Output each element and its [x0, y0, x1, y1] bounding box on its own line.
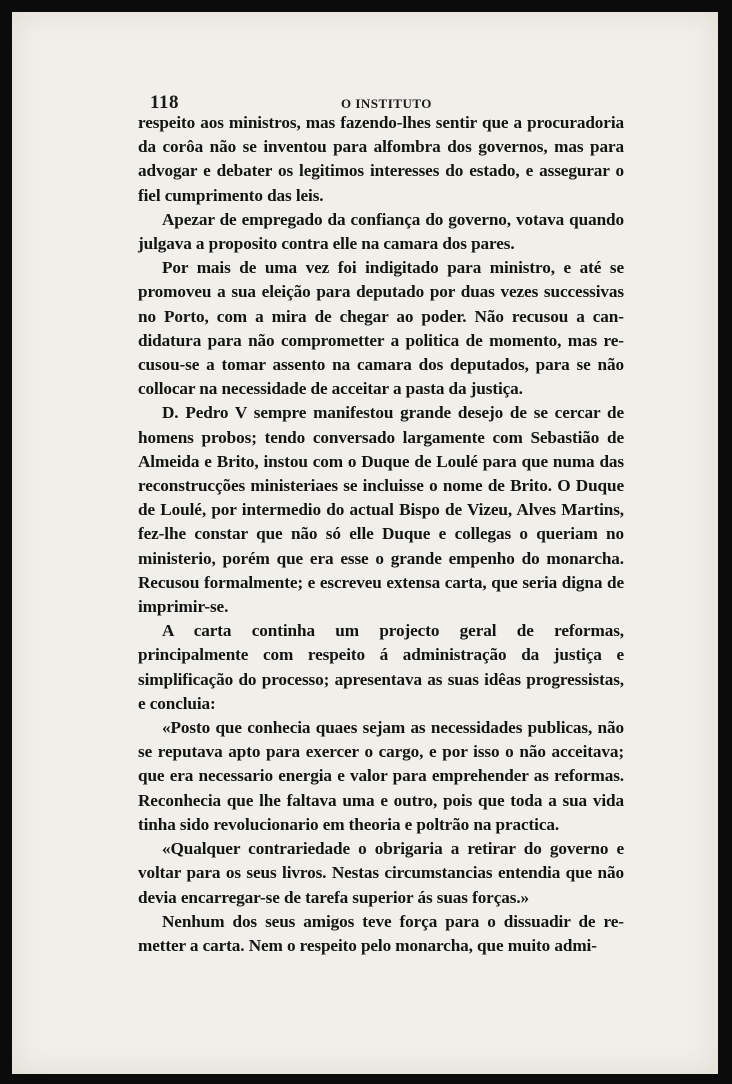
paragraph: Apezar de empregado da confiança do governo, votava quando julgava a proposito contra elle na camara dos pares.: [138, 209, 624, 254]
body-text: [138, 111, 624, 958]
paragraph: A carta continha um projecto geral de reformas, principalmente com respeito á administração da justiça e simplificação do processo; apresentava as suas idêas progressistas, e concluia:: [138, 621, 624, 713]
page-number: 118: [150, 92, 179, 113]
paragraph: Nenhum dos seus amigos teve força para o dissuadir de remetter a carta. Nem o respeito pelo monarcha, que muito admi-: [138, 911, 624, 955]
paragraph: respeito aos ministros, mas fazendo-lhes sentir que a procuradoria da corôa não se inventou para alfombra dos governos, mas para advogar e debater os legitimos interesses do estado, e assegurar o fiel cumprimento das leis.: [138, 113, 624, 205]
paragraph: D. Pedro V sempre manifestou grande desejo de se cercar de homens probos; tendo conversado largamente com Sebastião de Almeida e Brito, instou com o Duque de Loulé para que numa das reconstrucções ministeriaes se incluisse o nome de Brito. O Duque de Loulé, por intermedio do actual Bispo de Vizeu, Alves Martins, fez-lhe constar que não só elle Duque e collegas o queriam no ministerio, porém que era esse o grande empenho do monarcha. Recusou formalmente; e escreveu extensa carta, que seria digna de imprimir-se.: [138, 403, 624, 617]
running-title: O INSTITUTO: [341, 96, 432, 111]
paragraph: «Qualquer contrariedade o obrigaria a retirar do governo e voltar para os seus livros. Nestas circumstancias entendia que não devia encarregar-se de tarefa superior ás suas forças.»: [138, 839, 624, 907]
paragraph: «Posto que conhecia quaes sejam as necessidades publicas, não se reputava apto para exercer o cargo, e por isso o não acceitava; que era necessario energia e valor para emprehender as reformas. Reconhecia que lhe faltava uma e outro, pois que toda a sua vida tinha sido revolucionario em theoria e poltrão na practica.: [138, 718, 624, 834]
paragraph: Por mais de uma vez foi indigitado para ministro, e até se promoveu a sua eleição para deputado por duas vezes successivas no Porto, com a mira de chegar ao poder. Não recusou a candidatura para não comprometter a politica de momento, mas recusou-se a tomar assento na camara dos deputados, para se não collocar na necessidade de acceitar a pasta da justiça.: [138, 258, 624, 399]
